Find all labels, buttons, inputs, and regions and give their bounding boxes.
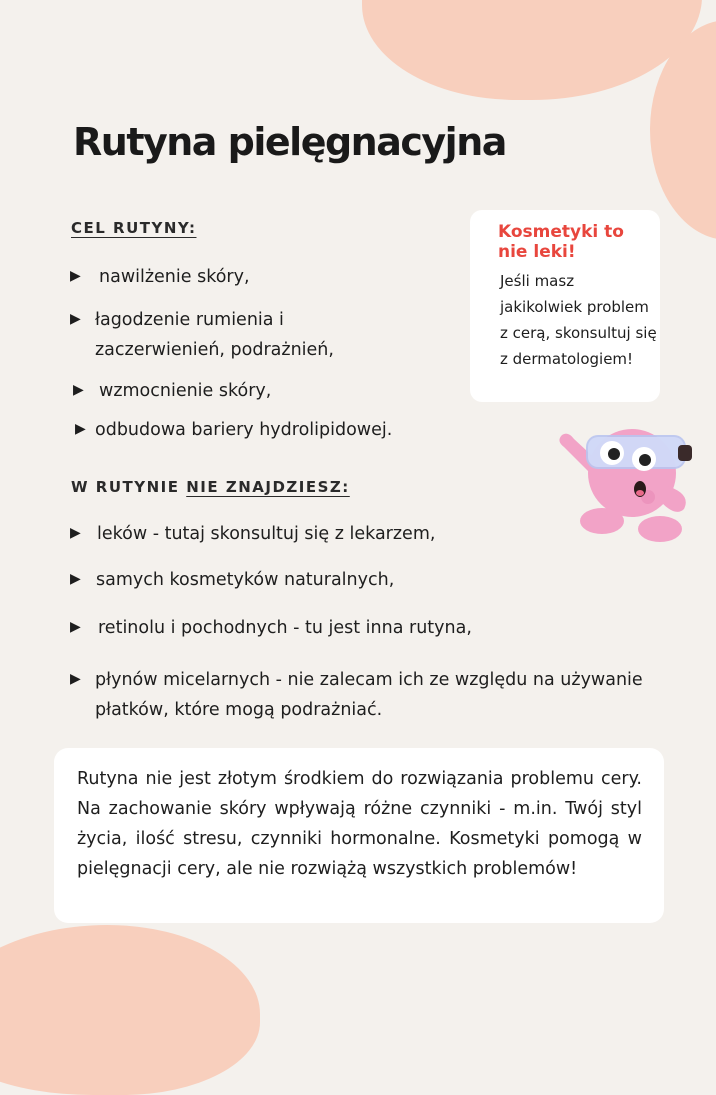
heading-underlined: NIE ZNAJDZIESZ: <box>186 478 350 496</box>
list-item <box>70 565 630 595</box>
list-item <box>70 305 400 365</box>
list-item-text: wzmocnienie skóry, <box>99 381 272 401</box>
warning-note-card <box>470 210 660 402</box>
list-item <box>70 376 450 406</box>
list-item <box>70 519 630 549</box>
bullet-arrow-icon: ▶ <box>70 571 81 587</box>
list-item-text: łagodzenie rumienia i zaczerwienień, podrażnień, <box>95 310 334 360</box>
list-item <box>70 262 450 292</box>
note-title: Kosmetyki to nie leki! <box>498 222 624 262</box>
bullet-arrow-icon: ▶ <box>70 268 81 284</box>
list-item-text: odbudowa bariery hydrolipidowej. <box>95 420 393 440</box>
section-heading-excluded <box>71 478 350 496</box>
list-item <box>70 613 630 643</box>
page-title: Rutyna pielęgnacyjna <box>73 120 506 164</box>
bullet-arrow-icon: ▶ <box>75 421 86 437</box>
bullet-arrow-icon: ▶ <box>73 382 84 398</box>
list-item <box>70 415 490 445</box>
mascot-icon <box>552 405 702 555</box>
bullet-arrow-icon: ▶ <box>70 525 81 541</box>
bullet-arrow-icon: ▶ <box>70 671 81 687</box>
list-item-text: samych kosmetyków naturalnych, <box>96 570 395 590</box>
bullet-arrow-icon: ▶ <box>70 619 81 635</box>
summary-text: Rutyna nie jest złotym środkiem do rozwiązania problemu cery. Na zachowanie skóry wpływają różne czynniki - m.in. Twój styl życia, ilość stresu, czynniki hormonalne. Kosmetyki pomogą w pielęgnacji cery, ale nie rozwiążą wszystkich problemów! <box>77 769 642 879</box>
list-item-text: leków - tutaj skonsultuj się z lekarzem, <box>97 524 436 544</box>
decorative-blob-top <box>362 0 702 100</box>
list-item-text: retinolu i pochodnych - tu jest inna rutyna, <box>98 618 472 638</box>
list-item <box>70 665 645 725</box>
list-item-text: płynów micelarnych - nie zalecam ich ze względu na używanie płatków, które mogą podrażniać. <box>95 670 643 720</box>
heading-prefix: W RUTYNIE <box>71 478 180 496</box>
note-body: Jeśli masz jakikolwiek problem z cerą, skonsultuj się z dermatologiem! <box>500 272 657 368</box>
bullet-arrow-icon: ▶ <box>70 311 81 327</box>
decorative-blob-bottom <box>0 925 260 1095</box>
list-item-text: nawilżenie skóry, <box>99 267 250 287</box>
summary-box <box>54 748 664 923</box>
section-heading-goal: CEL RUTYNY: <box>71 219 197 237</box>
